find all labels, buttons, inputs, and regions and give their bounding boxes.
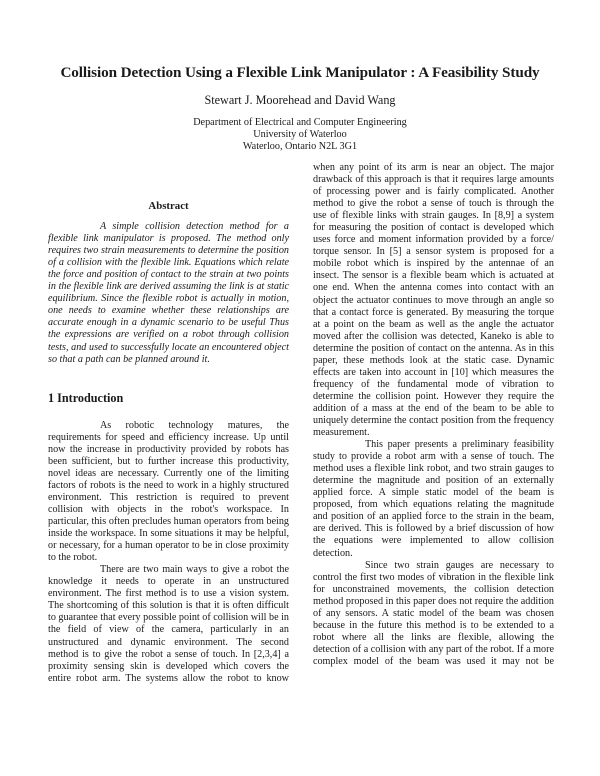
intro-paragraph-1: As robotic technology matures, the requirements for speed and efficiency increase. Up until now the increase in productivity provided by robots has been sufficient, but to further increase this productivity, novel ideas are necessary. Currently one of the limiting factors of robots is the need to work in a highly structured environment. This restriction is required to prevent collision with objects in the robot's workspace. In particular, this often precludes human operators from being inside the workspace. In some situations it may be helpful, or necessary, for a human operator to be in close proximity to the robot. <box>48 419 289 564</box>
abstract-text: A simple collision detection method for a flexible link manipulator is proposed. The method only requires two strain measurements to determine the position of a collision with the flexible link. Equations which relate the force and position of contact to the strain at two points in the flexible link are derived assuming the link is at static equilibrium. Since the flexible robot is actually in motion, one needs to examine whether these relationships are accurate enough in a dynamic scenario to be useful Thus the expressions are verified on a robot through collision tests, and used to successfully locate an encountered object so that a path can be planned around it. <box>48 221 289 365</box>
intro-paragraph-3: This paper presents a preliminary feasibility study to provide a robot arm with a sense of touch. The method uses a flexible link robot, and two strain gauges to determine the magnitude and position of an externally applied force. A simple static model of the beam is proposed, from which equations relating the magnitude and position of an applied force to the strain in the beam, are derived. This is followed by a brief discussion of how the equations were implemented to allow collision detection. <box>313 439 554 559</box>
left-column <box>48 200 289 685</box>
abstract-heading: Abstract <box>148 200 189 212</box>
affiliation-university: University of Waterloo <box>253 129 347 141</box>
affiliation-address: Waterloo, Ontario N2L 3G1 <box>242 141 358 153</box>
affiliation <box>0 117 600 153</box>
intro-paragraph-2: There are two main ways to give a robot the knowledge it needs to operate in an unstructured environment. The first method is to use a vision system. The shortcoming of this solution is that it is often difficult to guarantee that every possible point of collision will be in the field of view of the camera, particularly in an unstructured and dynamic environment. The second method is to give the robot a sense of touch. In [2,3,4] a proximity sensing skin is developed which covers the entire robot arm. The systems allow the robot to know <box>48 564 289 684</box>
paper-authors: Stewart J. Moorehead and David Wang <box>204 93 396 107</box>
paper-title: Collision Detection Using a Flexible Link Manipulator : A Feasibility Study <box>60 64 540 81</box>
right-column <box>313 162 554 668</box>
intro-paragraph-4: Since two strain gauges are necessary to control the first two modes of vibration in the flexible link for unconstrained movements, the collision detection method proposed in this paper does not require the addition of any sensors. A static model of the beam was chosen because in the future this method is to be extended to a robot where all the links are flexible, allowing the detection of a collision with any part of the robot. If a more complex model of the beam was used it may not be <box>313 559 554 667</box>
intro-paragraph-2-continued: when any point of its arm is near an object. The major drawback of this approach is that it requires large amounts of processing power and is fairly complicated. Another method to give the robot a sense of touch is through the use of flexible links with strain gauges. In [8,9] a system for measuring the position of contact is developed which uses force and moment information provided by a force/ torque sensor. In [5] a sensor system is proposed for a mobile robot which is inspired by the antennae of an insect. The sensor is a flexible beam which is actuated at one end. When the antenna comes into contact with an object the actuator continues to move through an angle so that a contact force is generated. By measuring the torque at a point on the beam as well as the angle the actuator moved after the collision was detected, Kaneko is able to determine the position of contact on the antenna. As in this paper, these methods look at the static case. Dynamic effects are taken into account in [10] which measures the frequency of the fundamental mode of vibration to determine the collision point. However they require the addition of a mass at the end of the beam to be able to uniquely determine the contact position from the frequency measurement. <box>313 162 554 439</box>
section-heading-introduction: 1 Introduction <box>48 390 124 405</box>
affiliation-department: Department of Electrical and Computer Engineering <box>193 117 407 128</box>
